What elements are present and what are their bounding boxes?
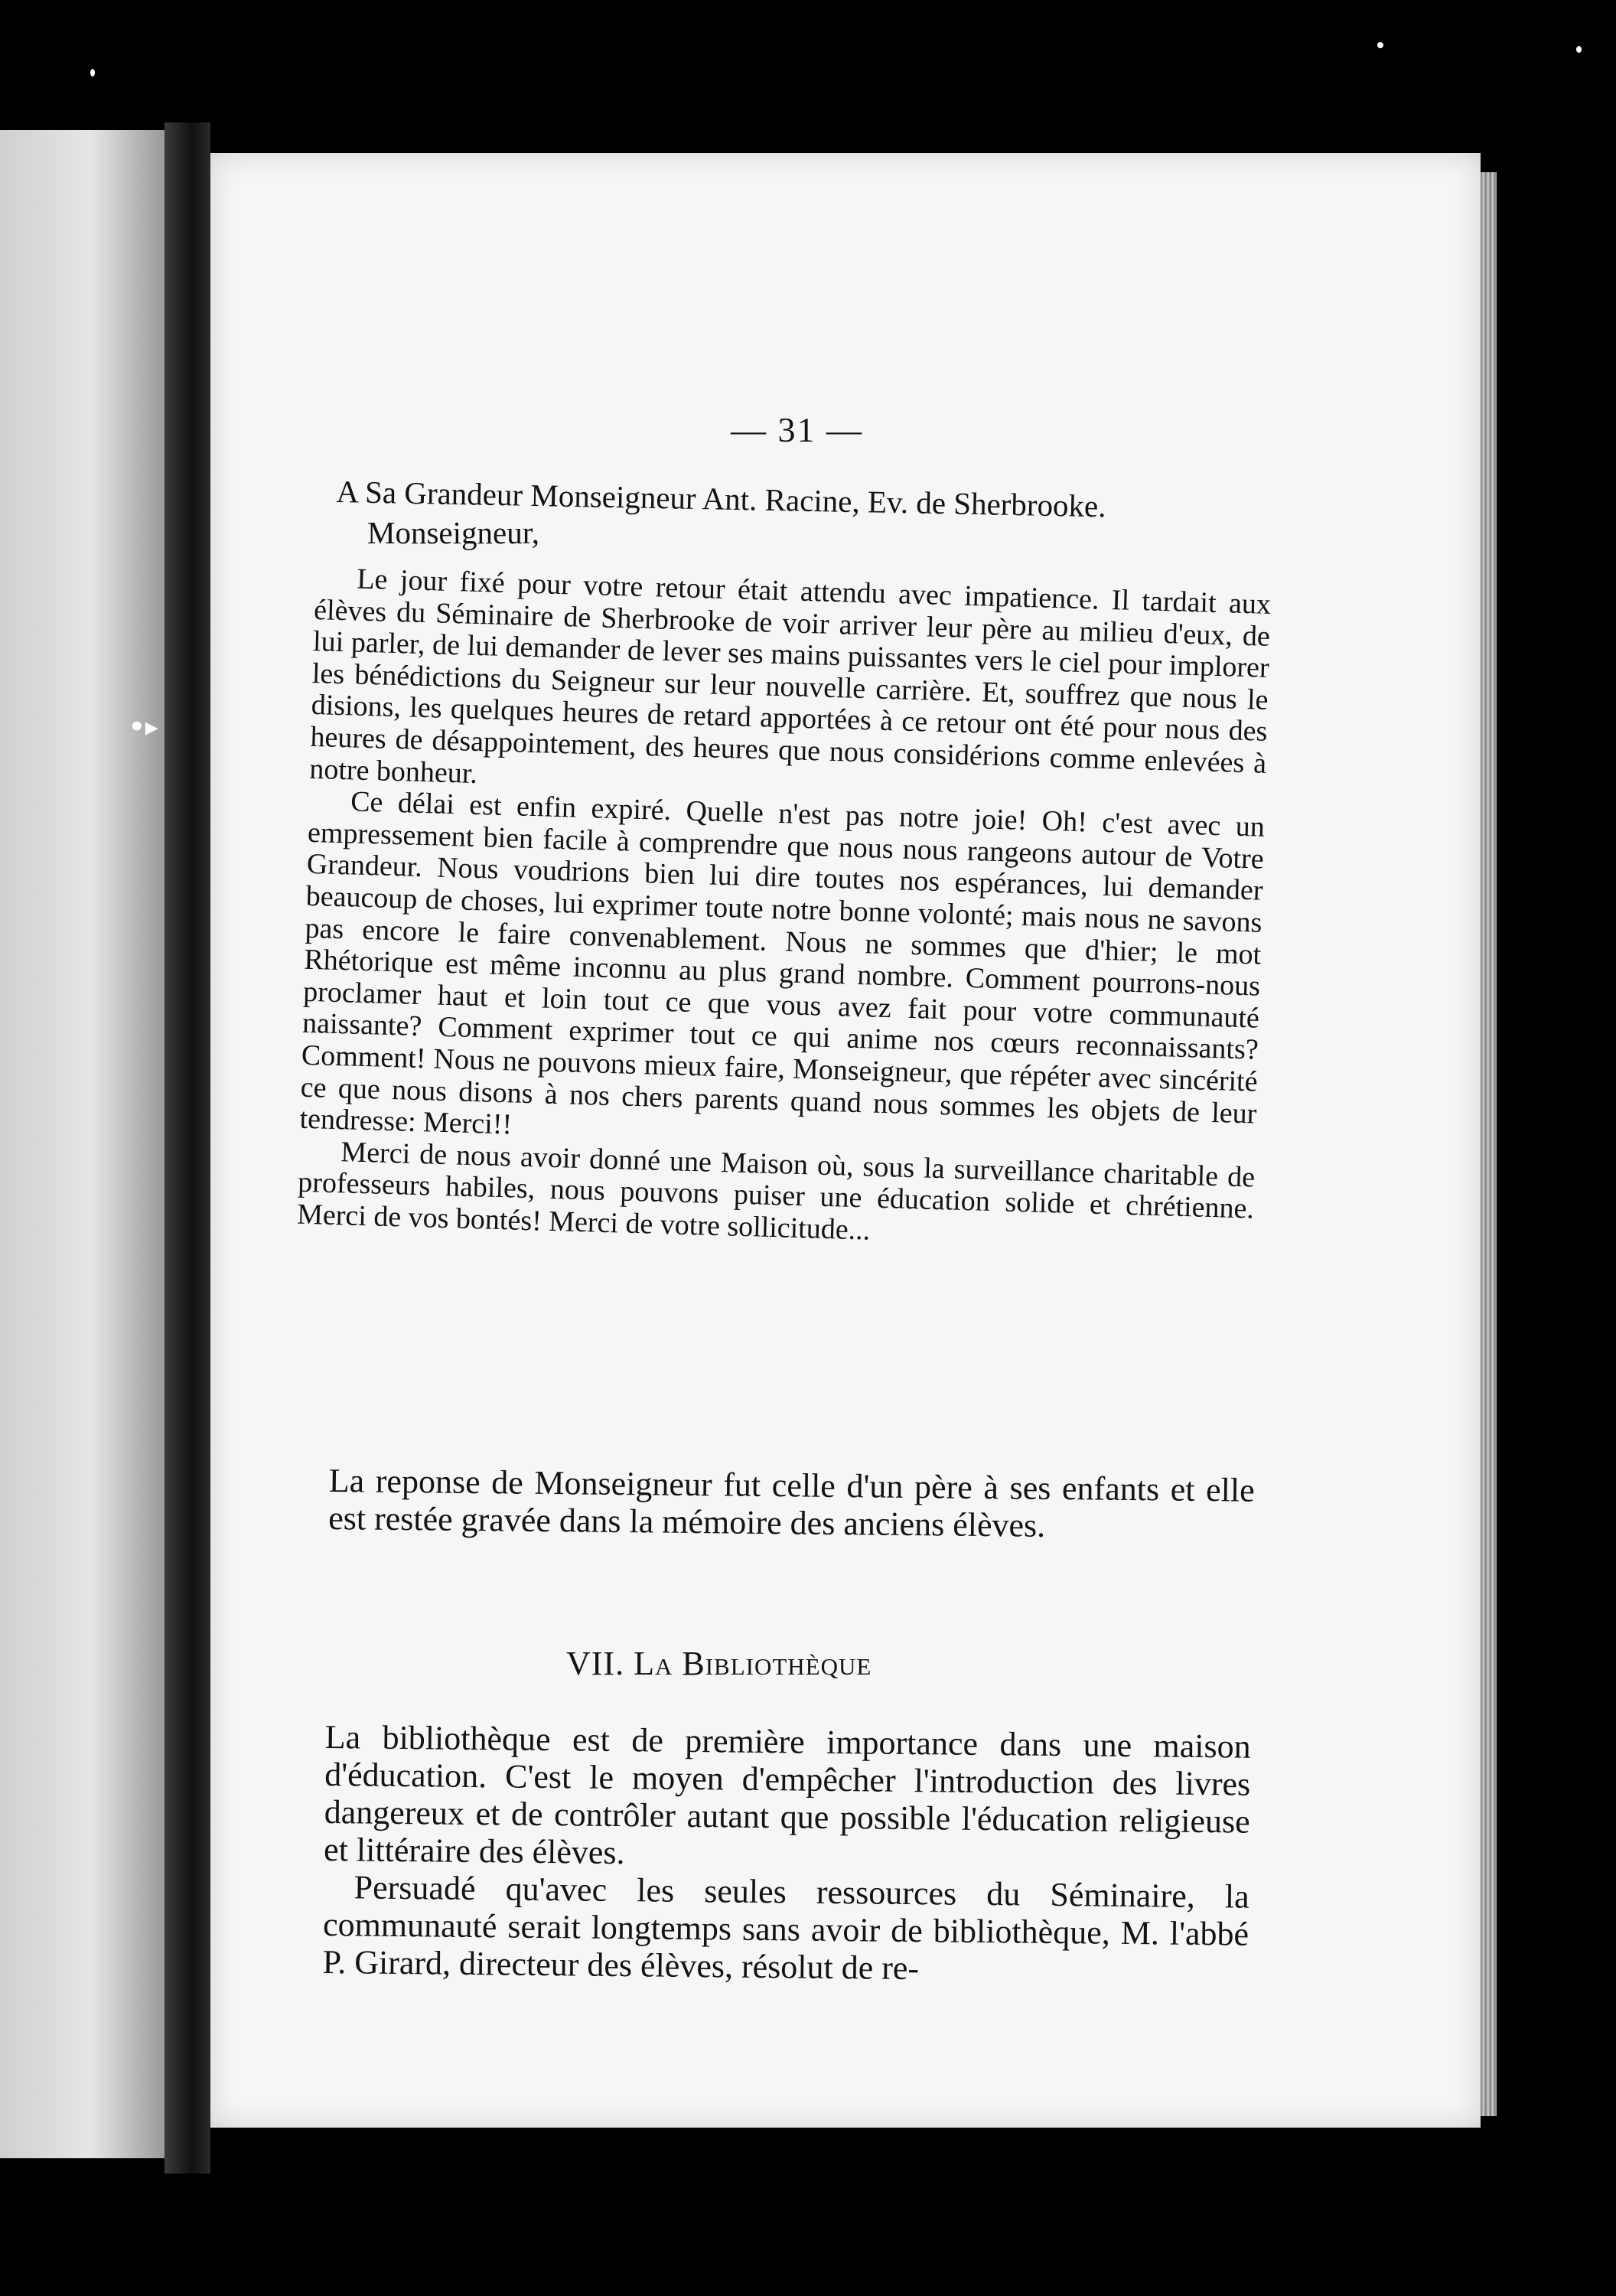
book-gutter [165, 122, 210, 2174]
body-paragraph: Persuadé qu'avec les seules ressources du Séminaire, la communauté serait longtemps sans avoir de bibliothèque, M. l'abbé P. Girard, directeur des élèves, résolut de re- [322, 1868, 1249, 1988]
letter-address: A Sa Grandeur Monseigneur Ant. Racine, Ev. de Sherbrooke. [336, 473, 1106, 524]
letter-paragraph: Ce délai est enfin expiré. Quelle n'est pas notre joie! Oh! c'est avec un empressement bien facile à comprendre que nous nous rangeons autour de Votre Grandeur. Nous voudrions bien lui dire toutes nos espérances, lui demander beaucoup de choses, lui exprimer toute notre bonne volonté; mais nous ne savons pas encore le faire convenablement. Nous ne sommes que d'hier; le mot Rhétorique est même inconnu au plus grand nombre. Comment pourrons-nous proclamer haut et loin tout ce que vous avez fait pour votre communauté naissante? Comment exprimer tout ce qui anime nos cœurs reconnaissants? Comment! Nous ne pouvons mieux faire, Monseigneur, que répéter avec sincérité ce que nous disons à nos chers parents quand nous sommes les objets de leur tendresse: Merci!! [299, 785, 1266, 1141]
letter-paragraph: Le jour fixé pour votre retour était attendu avec impatience. Il tardait aux élèves du Séminaire de Sherbrooke de voir arriver leur père au milieu d'eux, de lui parler, de lui demander de lever ses mains puissantes vers le ciel pour implorer les bénédictions du Seigneur sur leur nouvelle carrière. Et, souffrez que nous le disions, les quelques heures de retard apportées à ce retour ont été pour nous des heures de désappointement, des heures que nous considérions comme enlevées à notre bonheur. [308, 563, 1272, 790]
section-heading: VII. La Bibliothèque [566, 1645, 872, 1682]
letter-body [297, 563, 1272, 1257]
reply-paragraph [328, 1462, 1255, 1547]
letter-paragraph: Merci de nous avoir donné une Maison où, sous la surveillance charitable de professeurs habiles, nous pouvons puiser une éducation solide et chrétienne. Merci de vos bontés! Merci de votre sollicitude... [296, 1135, 1256, 1247]
film-speck [90, 69, 95, 77]
film-edge-mark: •▸ [129, 712, 158, 742]
previous-page-edge [0, 130, 165, 2158]
library-section [322, 1718, 1251, 1991]
letter-salutation: Monseigneur, [367, 515, 539, 550]
body-paragraph: La reponse de Monseigneur fut celle d'un père à ses enfants et elle est restée gravée dans la mémoire des anciens élèves. [327, 1462, 1255, 1544]
film-speck [1576, 46, 1582, 53]
body-paragraph: La bibliothèque est de première importance dans une maison d'éducation. C'est le moyen d'empêcher l'introduction des livres dangereux et de contrôler autant que possible l'éducation religieuse et littéraire des élèves. [323, 1718, 1251, 1872]
page-number: — 31 — [731, 410, 863, 449]
film-speck [1377, 42, 1383, 48]
